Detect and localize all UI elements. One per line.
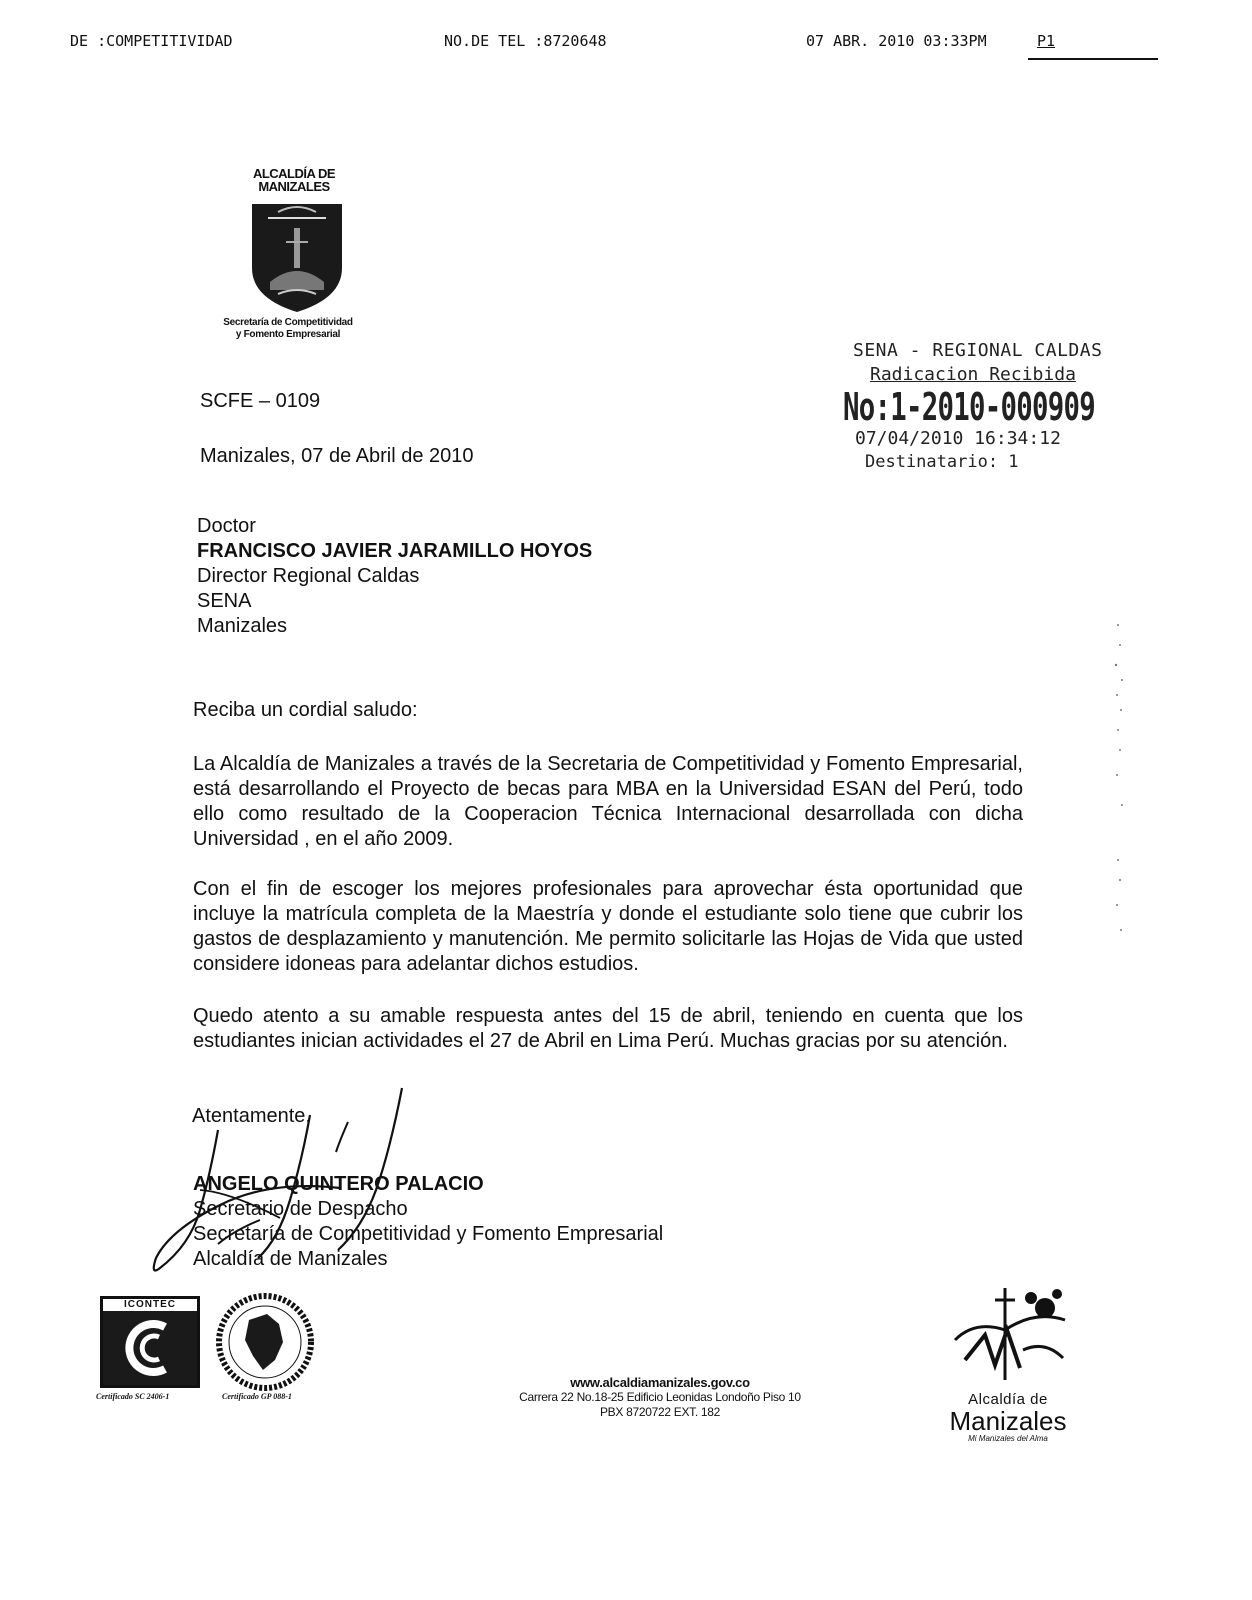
letter-paragraph-1: La Alcaldía de Manizales a través de la Secretaria de Competitividad y Fomento Empresarial, está desarrollando el Proyecto de becas para MBA en la Universidad ESAN del Perú, todo ello como resultado de la Cooperacion Técnica Internacional desarrollada con dicha Universidad , en el año 2009. — [193, 753, 1023, 850]
logo-subtitle-line2: y Fomento Empresarial — [235, 329, 341, 340]
stamp-recipient: Destinatario: 1 — [865, 452, 1019, 472]
fax-phone: NO.DE TEL :8720648 — [444, 32, 607, 50]
handwritten-signature — [140, 1080, 430, 1280]
logo-title — [238, 167, 350, 193]
alcaldia-logo-text — [938, 1392, 1078, 1444]
scan-noise-dots — [1108, 620, 1138, 960]
fax-underline — [1028, 58, 1158, 60]
icontec-cert-number: Certificado SC 2406-1 — [96, 1392, 170, 1401]
letter-paragraph-2: Con el fin de escoger los mejores profesionales para aprovechar ésta oportunidad que incluye la matrícula completa de la Maestría y donde el estudiante solo tiene que cubrir los gastos de desplazamiento y manutención. Me permito solicitarle las Hojas de Vida que usted considere idoneas para adelantar dichos estudios. — [193, 878, 1023, 975]
stamp-datetime: 07/04/2010 16:34:12 — [855, 428, 1061, 449]
footer-contact — [470, 1375, 850, 1420]
letter-reference: SCFE – 0109 — [200, 390, 321, 412]
addressee-position: Director Regional Caldas — [197, 565, 420, 587]
fax-datetime: 07 ABR. 2010 03:33PM — [806, 32, 987, 50]
addressee-title: Doctor — [197, 515, 256, 537]
gp-certification-seal-icon — [205, 1290, 325, 1400]
stamp-entity: SENA - REGIONAL CALDAS — [853, 340, 1103, 361]
addressee-block — [197, 514, 592, 639]
letter-greeting: Reciba un cordial saludo: — [193, 699, 418, 721]
shield-emblem-icon — [248, 198, 346, 316]
logo-subtitle — [198, 317, 378, 341]
addressee-city: Manizales — [197, 615, 288, 637]
signer-position: Secretario de Despacho — [193, 1198, 408, 1220]
letter-closing: Atentamente, — [192, 1105, 311, 1127]
logo-title-line1: ALCALDÍA DE — [252, 166, 336, 181]
fax-sender: DE :COMPETITIVIDAD — [70, 32, 233, 50]
icontec-label: ICONTEC — [124, 1299, 176, 1310]
alcaldia-logo-line2: Manizales — [949, 1406, 1067, 1436]
stamp-status: Radicacion Recibida — [870, 364, 1076, 385]
alcaldia-logo-line1: Alcaldía de — [968, 1391, 1048, 1408]
alcaldia-logo-tagline: Mi Manizales del Alma — [968, 1434, 1048, 1443]
alcaldia-manizales-logo-icon — [945, 1280, 1075, 1390]
signer-name: ANGELO QUINTERO PALACIO — [193, 1173, 484, 1195]
fax-page-number: P1 — [1037, 32, 1056, 50]
footer-address: Carrera 22 No.18-25 Edificio Leonidas Londoño Piso 10 — [519, 1390, 801, 1404]
addressee-organization: SENA — [197, 590, 252, 612]
logo-title-line2: MANIZALES — [258, 179, 330, 194]
stamp-number: No:1-2010-000909 — [843, 385, 1096, 429]
logo-subtitle-line1: Secretaría de Competitividad — [223, 317, 353, 328]
addressee-name: FRANCISCO JAVIER JARAMILLO HOYOS — [197, 540, 593, 562]
letter-paragraph-3: Quedo atento a su amable respuesta antes del 15 de abril, teniendo en cuenta que los estudiantes inician actividades el 27 de Abril en Lima Perú. Muchas gracias por su atención. — [193, 1005, 1023, 1052]
letter-date: Manizales, 07 de Abril de 2010 — [200, 445, 474, 467]
icontec-c-logo-icon — [103, 1299, 197, 1385]
gp-cert-number: Certificado GP 088-1 — [222, 1392, 292, 1401]
signer-department: Secretaría de Competitividad y Fomento Empresarial — [193, 1223, 664, 1245]
footer-phone: PBX 8720722 EXT. 182 — [599, 1405, 721, 1419]
footer-website: www.alcaldiamanizales.gov.co — [570, 1375, 750, 1390]
signer-entity: Alcaldía de Manizales — [193, 1248, 388, 1270]
